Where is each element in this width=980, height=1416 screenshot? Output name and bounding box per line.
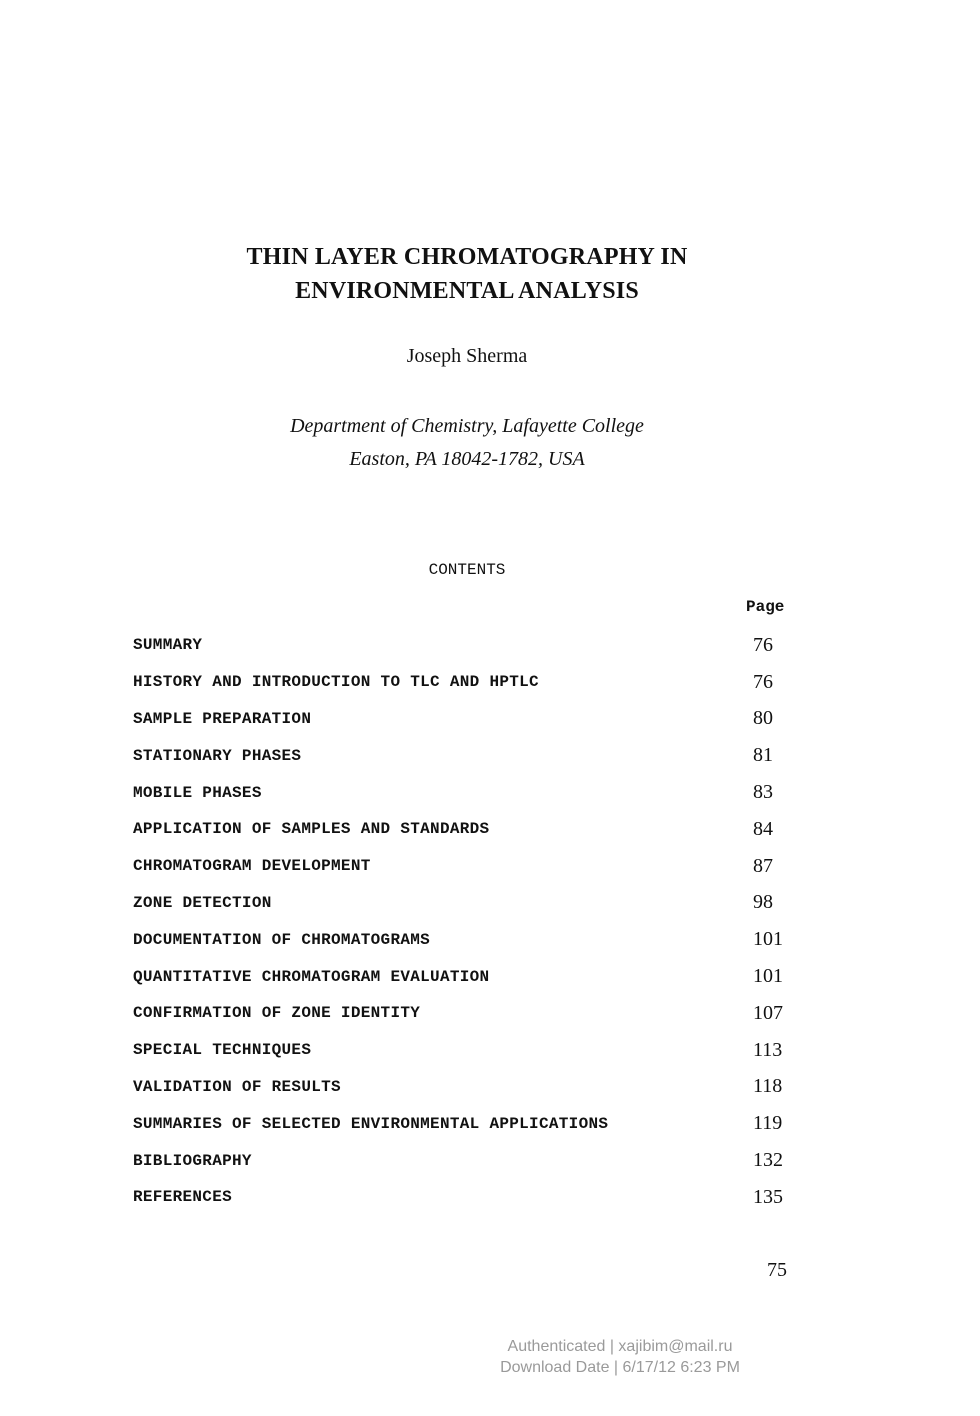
toc-entry xyxy=(133,701,803,738)
toc-entry-title: ZONE DETECTION xyxy=(133,893,272,912)
affiliation-line-2: Easton, PA 18042-1782, USA xyxy=(349,448,585,470)
toc-entry-title: SUMMARIES OF SELECTED ENVIRONMENTAL APPLICATIONS xyxy=(133,1114,609,1133)
toc-entry xyxy=(133,737,803,774)
toc-entry-page: 80 xyxy=(753,707,773,730)
toc-entry-title: REFERENCES xyxy=(133,1188,233,1207)
toc-entry-title: SPECIAL TECHNIQUES xyxy=(133,1041,312,1060)
toc-entry xyxy=(133,995,803,1032)
toc-entry xyxy=(133,774,803,811)
contents-heading: CONTENTS xyxy=(428,561,506,579)
toc-entry-page: 132 xyxy=(753,1149,783,1172)
toc-entry xyxy=(133,627,803,664)
toc-entry xyxy=(133,1105,803,1142)
toc-entry xyxy=(133,1032,803,1069)
toc-entry-page: 81 xyxy=(753,744,773,767)
toc-entry xyxy=(133,811,803,848)
toc-entry-title: SAMPLE PREPARATION xyxy=(133,709,312,728)
watermark-line-1: Authenticated | xajibim@mail.ru xyxy=(507,1338,733,1355)
toc-entry-title: HISTORY AND INTRODUCTION TO TLC AND HPTLC xyxy=(133,673,539,692)
toc-entry xyxy=(133,1069,803,1106)
toc-entry-page: 119 xyxy=(753,1112,783,1135)
toc-entry-page: 76 xyxy=(753,670,773,693)
toc-entry-title: CONFIRMATION OF ZONE IDENTITY xyxy=(133,1004,421,1023)
toc-entry-title: CHROMATOGRAM DEVELOPMENT xyxy=(133,857,371,876)
toc-entry-title: VALIDATION OF RESULTS xyxy=(133,1077,341,1096)
toc-entry-title: APPLICATION OF SAMPLES AND STANDARDS xyxy=(133,820,490,839)
page-column-heading: Page xyxy=(746,598,785,616)
toc-entry-page: 113 xyxy=(753,1038,783,1061)
toc-entry xyxy=(133,958,803,995)
paper-title-line-1: THIN LAYER CHROMATOGRAPHY IN xyxy=(246,244,688,270)
toc-entry xyxy=(133,664,803,701)
toc-entry-title: MOBILE PHASES xyxy=(133,783,262,802)
toc-entry-page: 83 xyxy=(753,781,773,804)
toc-entry-page: 87 xyxy=(753,854,773,877)
paper-title-line-2: ENVIRONMENTAL ANALYSIS xyxy=(295,278,639,304)
affiliation-line-1: Department of Chemistry, Lafayette College xyxy=(290,415,644,437)
page-number: 75 xyxy=(767,1259,787,1281)
toc-entry-page: 118 xyxy=(753,1075,783,1098)
toc-entry xyxy=(133,848,803,885)
toc-entry-page: 107 xyxy=(753,1001,783,1024)
table-of-contents xyxy=(133,627,803,1216)
author-name: Joseph Sherma xyxy=(406,345,528,367)
download-watermark xyxy=(490,1336,750,1378)
toc-entry-page: 135 xyxy=(753,1185,783,1208)
toc-entry xyxy=(133,1179,803,1216)
toc-entry-page: 101 xyxy=(753,928,783,951)
toc-entry-title: DOCUMENTATION OF CHROMATOGRAMS xyxy=(133,930,431,949)
toc-entry-title: BIBLIOGRAPHY xyxy=(133,1151,252,1170)
toc-entry-title: QUANTITATIVE CHROMATOGRAM EVALUATION xyxy=(133,967,490,986)
toc-entry-page: 98 xyxy=(753,891,773,914)
paper-title xyxy=(0,240,934,308)
watermark-line-2: Download Date | 6/17/12 6:23 PM xyxy=(500,1359,740,1376)
toc-entry-page: 101 xyxy=(753,965,783,988)
toc-entry xyxy=(133,1142,803,1179)
toc-entry-page: 84 xyxy=(753,817,773,840)
toc-entry-page: 76 xyxy=(753,633,773,656)
toc-entry-title: STATIONARY PHASES xyxy=(133,746,302,765)
toc-entry xyxy=(133,885,803,922)
toc-entry-title: SUMMARY xyxy=(133,636,203,655)
toc-entry xyxy=(133,921,803,958)
affiliation xyxy=(0,410,934,476)
